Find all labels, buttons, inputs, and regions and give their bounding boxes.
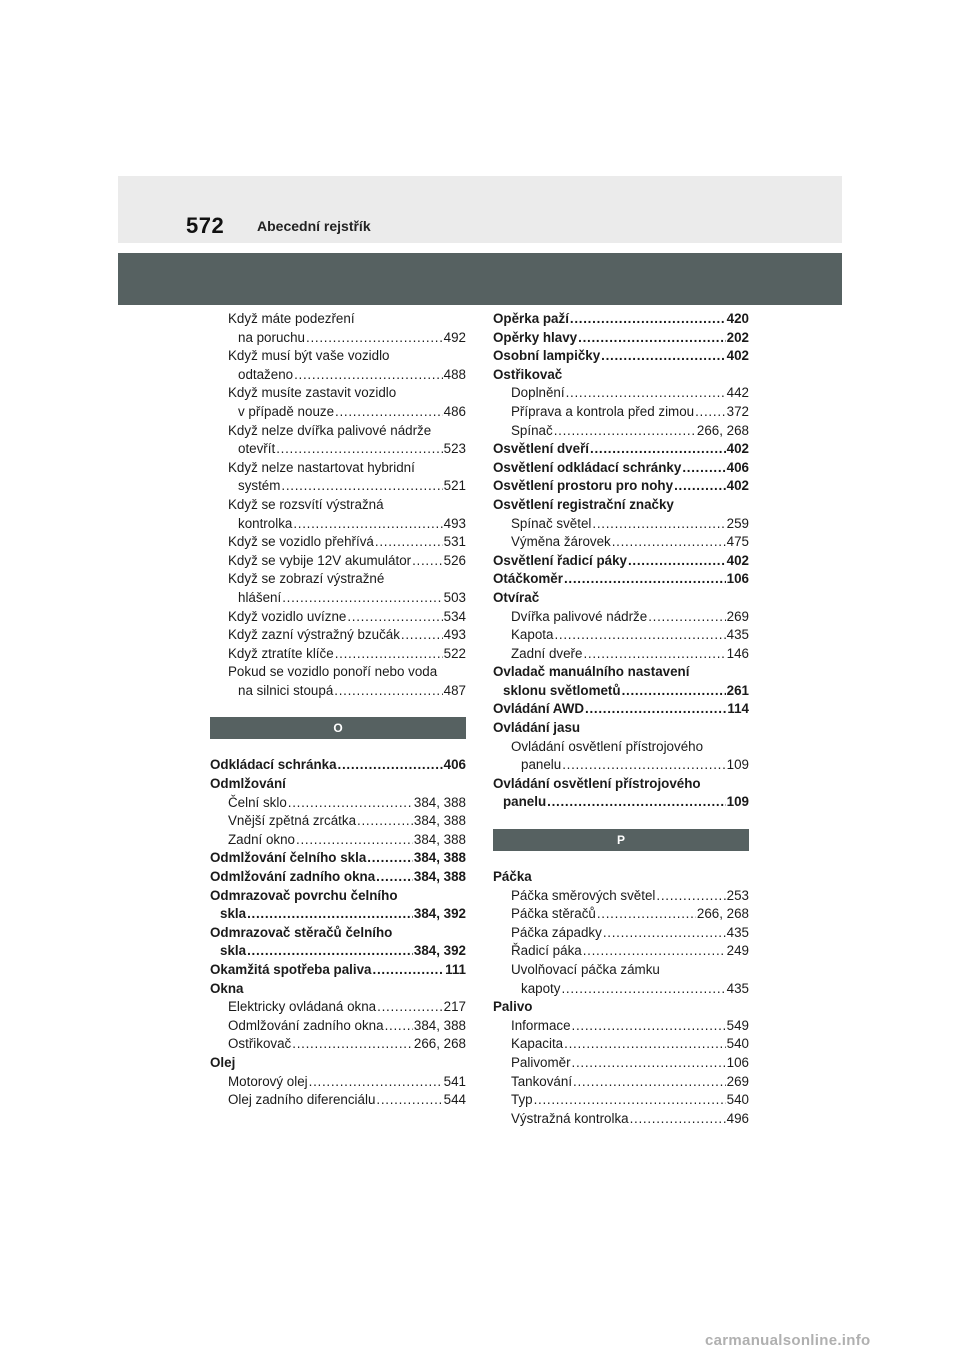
entry-term: Když se vybije 12V akumulátor [228, 552, 412, 568]
entry-term: panelu [503, 794, 547, 810]
index-entry [210, 682, 466, 701]
entry-term: Palivo [493, 999, 533, 1015]
index-entry [210, 794, 466, 813]
entry-term: na silnici stoupá [238, 682, 334, 698]
entry-page-ref[interactable]: 269 [726, 608, 749, 624]
dot-leader [566, 384, 726, 403]
index-entry [493, 1073, 749, 1092]
entry-page-ref[interactable]: 435 [726, 627, 749, 643]
index-entry [493, 1054, 749, 1073]
entry-term: Osvětlení řadicí páky [493, 552, 627, 568]
entry-page-ref[interactable]: 521 [443, 478, 466, 494]
entry-page-ref[interactable]: 384, 388 [413, 831, 466, 847]
entry-term: Když se rozsvítí výstražná [228, 496, 384, 512]
index-entry [493, 942, 749, 961]
entry-term: Otvírač [493, 589, 540, 605]
entry-page-ref[interactable]: 435 [726, 924, 749, 940]
entry-page-ref[interactable]: 496 [726, 1110, 749, 1126]
index-entry [210, 942, 466, 961]
dot-leader [601, 347, 725, 366]
entry-page-ref[interactable]: 493 [443, 627, 466, 643]
section-title: Abecední rejstřík [257, 218, 371, 234]
entry-term: Když se zobrazí výstražné [228, 571, 385, 587]
index-entry [210, 384, 466, 403]
entry-page-ref[interactable]: 266, 268 [413, 1036, 466, 1052]
dot-leader [674, 477, 726, 496]
index-entry [210, 589, 466, 608]
entry-term: Ovladač manuálního nastavení [493, 664, 690, 680]
entry-term: Ovládání osvětlení přístrojového [511, 738, 704, 754]
index-entry [210, 961, 466, 980]
index-entry [493, 905, 749, 924]
index-entry [210, 663, 466, 682]
entry-term: Spínač [511, 422, 553, 438]
index-column-left [210, 310, 466, 1110]
entry-page-ref[interactable]: 420 [726, 311, 749, 326]
entry-term: otevřít [238, 441, 276, 457]
entry-term: Odmlžování čelního skla [210, 850, 367, 866]
entry-term: Osvětlení dveří [493, 441, 590, 457]
dot-leader [583, 645, 725, 664]
dot-leader [570, 310, 726, 329]
entry-term: Osvětlení prostoru pro nohy [493, 478, 674, 494]
index-entry [493, 793, 749, 812]
dot-leader [612, 533, 726, 552]
dot-leader [534, 1091, 726, 1110]
dot-leader [564, 1035, 726, 1054]
index-entry [493, 515, 749, 534]
index-entry [493, 403, 749, 422]
index-entry [493, 1110, 749, 1129]
entry-page-ref[interactable]: 488 [443, 366, 466, 382]
dot-leader [376, 1091, 442, 1110]
index-entry [493, 998, 749, 1017]
letter-divider: P [493, 829, 749, 851]
header-band [118, 176, 842, 243]
entry-term: Ovládání jasu [493, 720, 581, 736]
entry-term: Výstražná kontrolka [511, 1110, 629, 1126]
index-entry [493, 1017, 749, 1036]
index-entry [493, 682, 749, 701]
index-entry [493, 1035, 749, 1054]
entry-term: Osvětlení registrační značky [493, 496, 674, 512]
entry-page-ref[interactable]: 146 [726, 645, 749, 661]
entry-page-ref[interactable]: 549 [726, 1017, 749, 1033]
entry-page-ref[interactable]: 114 [727, 701, 749, 717]
index-entry [493, 738, 749, 757]
dot-leader [373, 961, 445, 980]
entry-term: Doplnění [511, 385, 565, 401]
index-entry [210, 1073, 466, 1092]
index-entry [210, 515, 466, 534]
index-entry [493, 756, 749, 775]
dot-leader [561, 980, 725, 999]
dot-leader [281, 477, 442, 496]
index-entry [493, 961, 749, 980]
dot-leader [296, 831, 413, 850]
entry-term: Palivoměr [511, 1054, 571, 1070]
entry-term: Když musíte zastavit vozidlo [228, 385, 397, 401]
entry-page-ref[interactable]: 435 [726, 980, 749, 996]
entry-term: Když musí být vaše vozidlo [228, 348, 390, 364]
entry-page-ref[interactable]: 526 [443, 552, 466, 568]
entry-term: Ovládání AWD [493, 701, 585, 717]
dot-leader [292, 1035, 413, 1054]
dot-leader [590, 440, 726, 459]
entry-term: Uvolňovací páčka zámku [511, 962, 660, 977]
dot-leader [309, 1073, 443, 1092]
dot-leader [293, 515, 442, 534]
dot-leader [585, 700, 726, 719]
entry-page-ref[interactable]: 249 [726, 943, 749, 959]
entry-page-ref[interactable]: 523 [443, 441, 466, 457]
dot-leader [401, 626, 443, 645]
dot-leader [338, 756, 443, 775]
entry-page-ref[interactable]: 109 [726, 794, 749, 810]
entry-term: Okamžitá spotřeba paliva [210, 962, 372, 977]
entry-term: Když nelze nastartovat hybridní [228, 459, 415, 475]
entry-page-ref[interactable]: 384, 392 [413, 906, 466, 922]
index-entry [210, 347, 466, 366]
index-entry [493, 329, 749, 348]
dot-leader [572, 1054, 726, 1073]
entry-term: Zadní dveře [511, 645, 583, 661]
dot-leader [562, 756, 725, 775]
entry-page-ref[interactable]: 217 [443, 999, 466, 1015]
dot-leader [573, 1073, 726, 1092]
index-entry [210, 812, 466, 831]
index-entry [493, 700, 749, 719]
index-column-right [493, 310, 749, 1128]
entry-page-ref[interactable]: 384, 388 [413, 850, 466, 866]
entry-page-ref[interactable]: 442 [726, 385, 749, 401]
entry-term: Ovládání osvětlení přístrojového [493, 775, 701, 791]
entry-term: systém [238, 478, 281, 494]
dot-leader [288, 794, 413, 813]
entry-term: Dvířka palivové nádrže [511, 608, 648, 624]
index-entry [210, 831, 466, 850]
index-entry [210, 440, 466, 459]
entry-page-ref[interactable]: 544 [443, 1092, 466, 1108]
entry-term: Příprava a kontrola před zimou [511, 403, 695, 419]
dot-leader [385, 1017, 413, 1036]
dot-leader [412, 552, 443, 571]
watermark: carmanualsonline.info [705, 1332, 871, 1349]
index-entry [493, 868, 749, 887]
dot-leader [306, 329, 443, 348]
entry-page-ref[interactable]: 402 [726, 441, 749, 457]
entry-term: Osobní lampičky [493, 348, 601, 364]
index-entry [210, 422, 466, 441]
entry-page-ref[interactable]: 384, 388 [413, 869, 466, 885]
dot-leader [247, 942, 413, 961]
dot-leader [335, 403, 443, 422]
index-entry [493, 384, 749, 403]
entry-page-ref[interactable]: 531 [443, 534, 466, 550]
dot-leader [583, 942, 726, 961]
index-entry [493, 570, 749, 589]
index-entry [493, 533, 749, 552]
dot-leader [554, 626, 725, 645]
index-entry [493, 980, 749, 999]
entry-term: Kapacita [511, 1036, 564, 1052]
entry-term: Ostřikovač [493, 366, 563, 382]
entry-term: Když zazní výstražný bzučák [228, 627, 400, 643]
entry-page-ref[interactable]: 106 [726, 1054, 749, 1070]
entry-term: Odmlžování [210, 776, 286, 792]
index-entry [210, 608, 466, 627]
index-entry [493, 775, 749, 794]
entry-term: Když vozidlo uvízne [228, 608, 347, 624]
entry-page-ref[interactable]: 503 [443, 589, 466, 605]
entry-term: skla [220, 943, 247, 959]
dot-leader [357, 812, 413, 831]
entry-term: Opěrka paží [493, 311, 569, 326]
dot-leader [628, 552, 726, 571]
index-entry [493, 310, 749, 329]
index-entry [493, 663, 749, 682]
index-entry [210, 756, 466, 775]
index-entry [493, 440, 749, 459]
entry-term: Čelní sklo [228, 794, 287, 810]
index-entry [493, 477, 749, 496]
entry-term: Odmlžování zadního okna [228, 1017, 384, 1033]
dot-leader [572, 1017, 726, 1036]
entry-term: Otáčkoměr [493, 571, 563, 587]
page-number: 572 [186, 213, 225, 238]
index-entry [493, 924, 749, 943]
dot-leader [592, 515, 725, 534]
index-entry [210, 403, 466, 422]
entry-term: Odmlžování zadního okna [210, 869, 376, 885]
index-entry [493, 496, 749, 515]
entry-term: Odmrazovač povrchu čelního [210, 887, 398, 903]
entry-page-ref[interactable]: 540 [726, 1092, 749, 1108]
entry-term: Vnější zpětná zrcátka [228, 813, 357, 829]
index-entry [210, 477, 466, 496]
entry-page-ref[interactable]: 475 [726, 534, 749, 550]
index-entry [210, 366, 466, 385]
index-entry [210, 905, 466, 924]
entry-page-ref[interactable]: 111 [445, 962, 466, 977]
dot-leader [334, 682, 442, 701]
entry-term: Když máte podezření [228, 311, 355, 326]
dot-leader [276, 440, 442, 459]
dot-leader [377, 998, 443, 1017]
index-entry [210, 924, 466, 943]
index-entry [493, 459, 749, 478]
entry-page-ref[interactable]: 266, 268 [696, 422, 749, 438]
entry-term: Okna [210, 980, 244, 996]
entry-page-ref[interactable]: 406 [443, 757, 466, 773]
dot-leader [648, 608, 725, 627]
entry-term: Když ztratíte klíče [228, 645, 334, 661]
index-entry [493, 626, 749, 645]
letter-divider: O [210, 717, 466, 739]
entry-term: Ostřikovač [228, 1036, 292, 1052]
index-entry [493, 422, 749, 441]
entry-term: Informace [511, 1017, 571, 1033]
index-entry [210, 310, 466, 329]
dot-leader [603, 924, 726, 943]
entry-term: Výměna žárovek [511, 534, 611, 550]
entry-page-ref[interactable]: 402 [726, 348, 749, 364]
entry-page-ref[interactable]: 486 [443, 403, 466, 419]
entry-page-ref[interactable]: 372 [726, 403, 749, 419]
entry-term: Páčka západky [511, 924, 602, 940]
dot-leader [695, 403, 726, 422]
index-entry [210, 533, 466, 552]
entry-term: v případě nouze [238, 403, 335, 419]
index-entry [210, 868, 466, 887]
dot-leader [578, 329, 726, 348]
dot-leader [375, 533, 443, 552]
entry-term: kapoty [521, 980, 561, 996]
entry-term: Tankování [511, 1073, 573, 1089]
index-entry [210, 980, 466, 999]
dot-leader [682, 459, 725, 478]
entry-term: skla [220, 906, 247, 922]
dot-leader [656, 887, 725, 906]
entry-page-ref[interactable]: 402 [726, 552, 749, 568]
entry-page-ref[interactable]: 269 [726, 1073, 749, 1089]
entry-term: Elektricky ovládaná okna [228, 999, 377, 1015]
entry-term: Osvětlení odkládací schránky [493, 459, 682, 475]
entry-page-ref[interactable]: 540 [726, 1036, 749, 1052]
entry-page-ref[interactable]: 384, 388 [413, 794, 466, 810]
index-entry [210, 626, 466, 645]
dot-leader [247, 905, 413, 924]
dot-leader [282, 589, 442, 608]
index-entry [210, 1017, 466, 1036]
index-entry [493, 589, 749, 608]
entry-term: Typ [511, 1092, 533, 1108]
entry-term: odtaženo [238, 366, 294, 382]
dot-leader [367, 849, 413, 868]
dot-leader [564, 570, 726, 589]
index-entry [210, 1091, 466, 1110]
dot-leader [597, 905, 696, 924]
index-entry [210, 552, 466, 571]
dot-leader [347, 608, 442, 627]
entry-term: panelu [521, 757, 562, 773]
index-entry [210, 775, 466, 794]
entry-term: Zadní okno [228, 831, 295, 847]
dot-leader [335, 645, 443, 664]
entry-page-ref[interactable]: 541 [443, 1073, 466, 1089]
index-entry [210, 496, 466, 515]
dot-leader [376, 868, 413, 887]
index-entry [210, 1035, 466, 1054]
index-entry [210, 645, 466, 664]
entry-term: Páčka stěračů [511, 906, 596, 922]
entry-page-ref[interactable]: 109 [726, 757, 749, 773]
entry-term: Když se vozidlo přehřívá [228, 534, 374, 550]
index-entry [493, 645, 749, 664]
dot-leader [622, 682, 726, 701]
header-dark-band [118, 253, 842, 305]
entry-term: Když nelze dvířka palivové nádrže [228, 422, 432, 438]
index-entry [493, 347, 749, 366]
index-entry [493, 608, 749, 627]
entry-page-ref[interactable]: 384, 392 [413, 943, 466, 959]
index-entry [210, 849, 466, 868]
entry-page-ref[interactable]: 253 [726, 887, 749, 903]
entry-term: Odkládací schránka [210, 757, 337, 773]
index-entry [210, 570, 466, 589]
entry-term: Pokud se vozidlo ponoří nebo voda [228, 664, 438, 680]
entry-page-ref[interactable]: 202 [726, 329, 749, 345]
index-entry [493, 1091, 749, 1110]
index-entry [210, 459, 466, 478]
index-entry [493, 887, 749, 906]
entry-term: sklonu světlometů [503, 682, 621, 698]
dot-leader [554, 422, 696, 441]
index-entry [493, 552, 749, 571]
entry-page-ref[interactable]: 106 [726, 571, 749, 587]
dot-leader [630, 1110, 726, 1129]
index-entry [493, 366, 749, 385]
entry-term: Odmrazovač stěračů čelního [210, 924, 393, 940]
entry-term: Motorový olej [228, 1073, 308, 1089]
dot-leader [294, 366, 443, 385]
entry-page-ref[interactable]: 534 [443, 608, 466, 624]
entry-term: Olej [210, 1054, 236, 1070]
entry-term: Kapota [511, 627, 554, 643]
entry-term: hlášení [238, 589, 282, 605]
entry-page-ref[interactable]: 266, 268 [696, 906, 749, 922]
entry-term: Páčka směrových světel [511, 887, 656, 903]
index-entry [210, 329, 466, 348]
index-entry [210, 1054, 466, 1073]
index-entry [210, 998, 466, 1017]
entry-page-ref[interactable]: 259 [726, 515, 749, 531]
index-entry [210, 887, 466, 906]
dot-leader [547, 793, 726, 812]
entry-term: Spínač světel [511, 515, 592, 531]
entry-page-ref[interactable]: 384, 388 [413, 813, 466, 829]
entry-page-ref[interactable]: 406 [726, 459, 749, 475]
entry-page-ref[interactable]: 487 [443, 682, 466, 698]
entry-term: kontrolka [238, 515, 293, 531]
entry-page-ref[interactable]: 384, 388 [413, 1017, 466, 1033]
entry-page-ref[interactable]: 261 [726, 682, 749, 698]
entry-term: Opěrky hlavy [493, 329, 578, 345]
index-entry [493, 719, 749, 738]
entry-term: Řadicí páka [511, 943, 582, 959]
entry-page-ref[interactable]: 522 [443, 645, 466, 661]
entry-term: na poruchu [238, 329, 306, 345]
entry-page-ref[interactable]: 492 [443, 329, 466, 345]
entry-term: Olej zadního diferenciálu [228, 1092, 376, 1108]
entry-page-ref[interactable]: 493 [443, 515, 466, 531]
entry-page-ref[interactable]: 402 [726, 478, 749, 494]
entry-term: Páčka [493, 869, 532, 885]
